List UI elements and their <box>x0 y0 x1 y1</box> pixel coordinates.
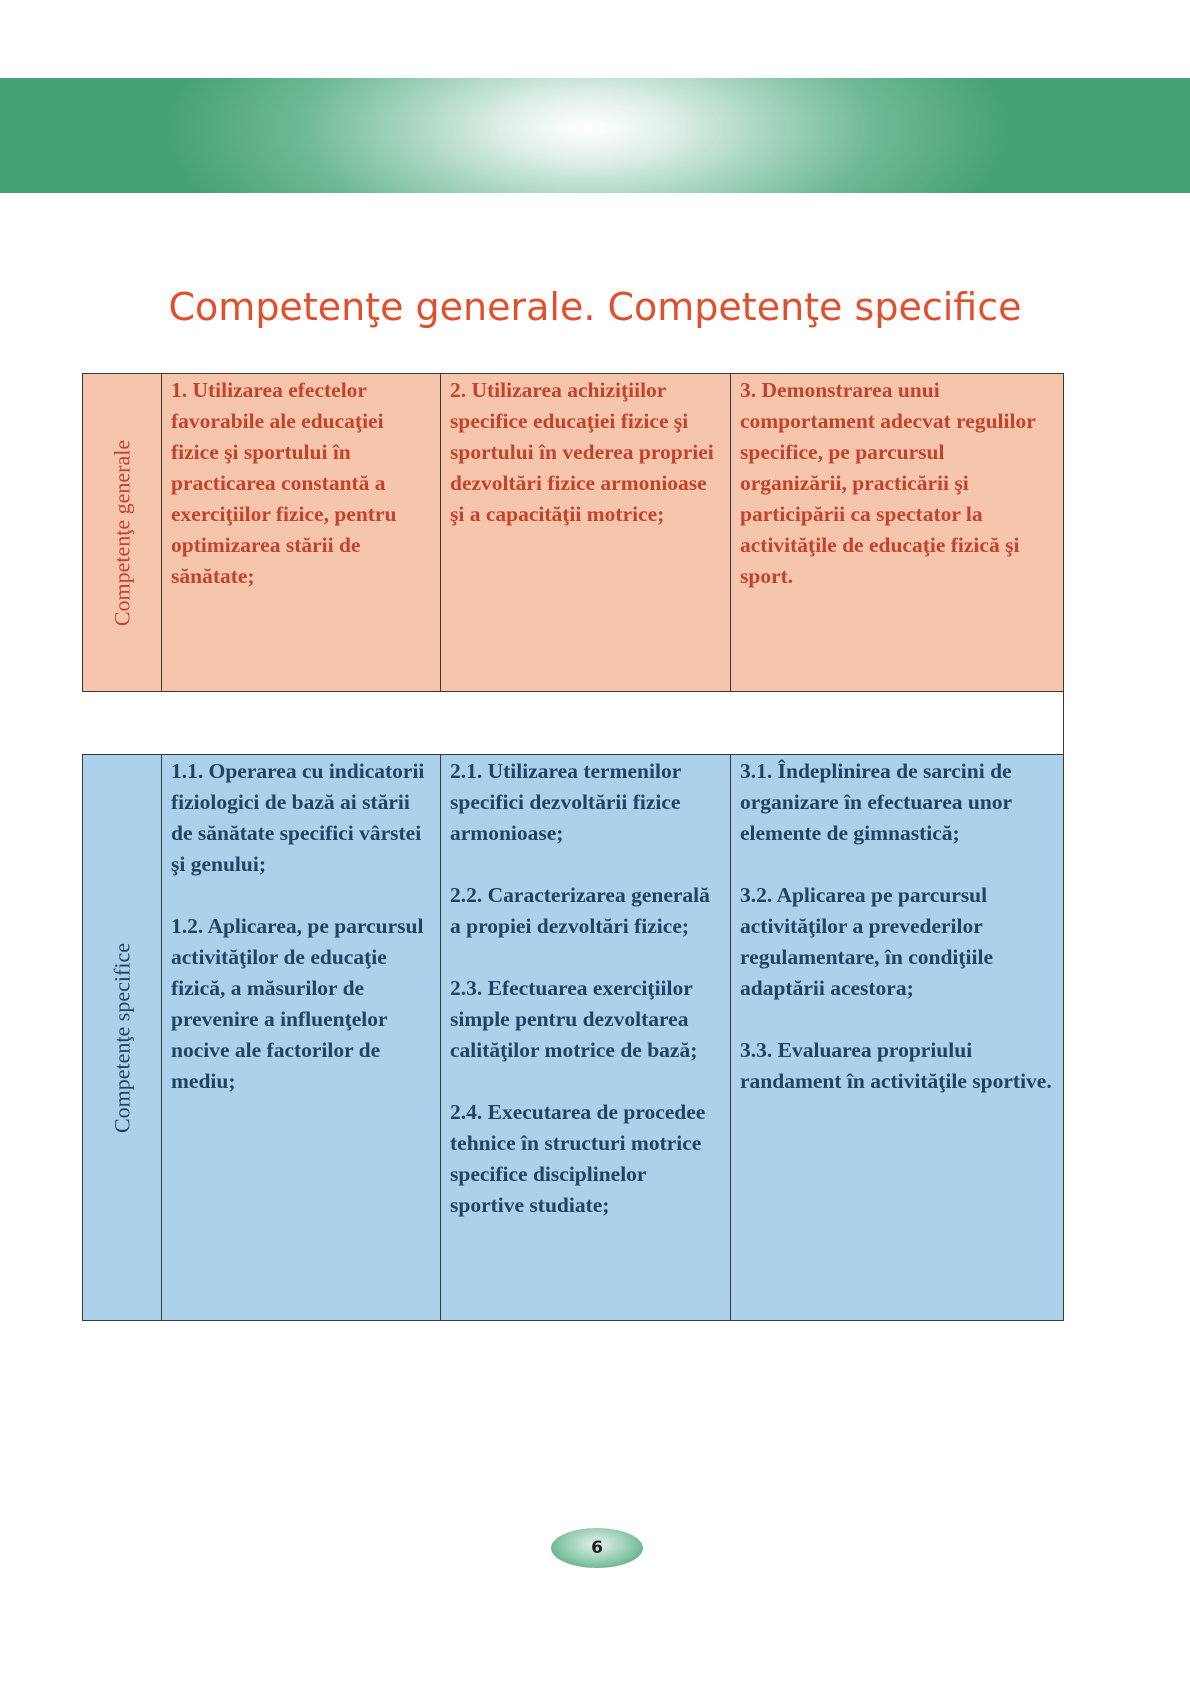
general-competence-3 <box>731 374 1064 692</box>
general-label: Competenţe generale <box>109 439 135 626</box>
competences-table <box>82 373 1064 1321</box>
specific-label: Competenţe specifice <box>109 942 135 1133</box>
general-competence-1-text: 1. Utilizarea efectelor favorabile ale educaţiei fizice şi sportului în practicarea constantă a exerciţiilor fizice, pentru optimizarea stării de sănătate; <box>171 378 397 588</box>
general-competences-row <box>83 374 1064 692</box>
specific-competence-2-text: 2.1. Utilizarea termenilor specifici dezvoltării fizice armonioase; 2.2. Caracterizarea generală a propiei dezvoltări fizice; 2.3. Efectuarea exerciţiilor simple pentru dezvoltarea calităţilor motrice de bază; 2.4. Executarea de procedee tehnice în structuri motrice specifice disciplinelor sportive studiate; <box>450 759 710 1217</box>
specific-competences-row <box>83 755 1064 1321</box>
page-title: Competenţe generale. Competenţe specifice <box>168 285 1022 329</box>
spacer-row <box>83 692 1064 755</box>
page-number-badge <box>551 1528 643 1568</box>
specific-competence-1 <box>162 755 441 1321</box>
specific-competence-3-text: 3.1. Îndeplinirea de sarcini de organizare în efectuarea unor elemente de gimnastică; 3.2. Aplicarea pe parcursul activităţilor a prevederilor regulamentare, în condiţiile adaptării acestora; 3.3. Evaluarea propriului randament în activităţile sportive. <box>740 759 1052 1093</box>
header-banner <box>0 78 1190 193</box>
general-label-cell <box>83 374 162 692</box>
general-competence-3-text: 3. Demonstrarea unui comportament adecvat regulilor specifice, pe parcursul organizării, practicării şi participării ca spectator la activităţile de educaţie fizică şi sport. <box>740 378 1036 588</box>
specific-competence-3 <box>731 755 1064 1321</box>
general-competence-1 <box>162 374 441 692</box>
general-competence-2 <box>441 374 731 692</box>
spacer-cell <box>83 692 1064 755</box>
general-competence-2-text: 2. Utilizarea achiziţiilor specifice educaţiei fizice şi sportului în vederea propriei dezvoltări fizice armonioase şi a capacităţii motrice; <box>450 378 714 526</box>
page-number: 6 <box>591 1538 603 1558</box>
specific-competence-1-text: 1.1. Operarea cu indicatorii fiziologici de bază ai stării de sănătate specifici vârstei şi genului; 1.2. Aplicarea, pe parcursul activităţilor de educaţie fizică, a măsurilor de prevenire a influenţelor nocive ale factorilor de mediu; <box>171 759 425 1093</box>
specific-label-cell <box>83 755 162 1321</box>
specific-competence-2 <box>441 755 731 1321</box>
